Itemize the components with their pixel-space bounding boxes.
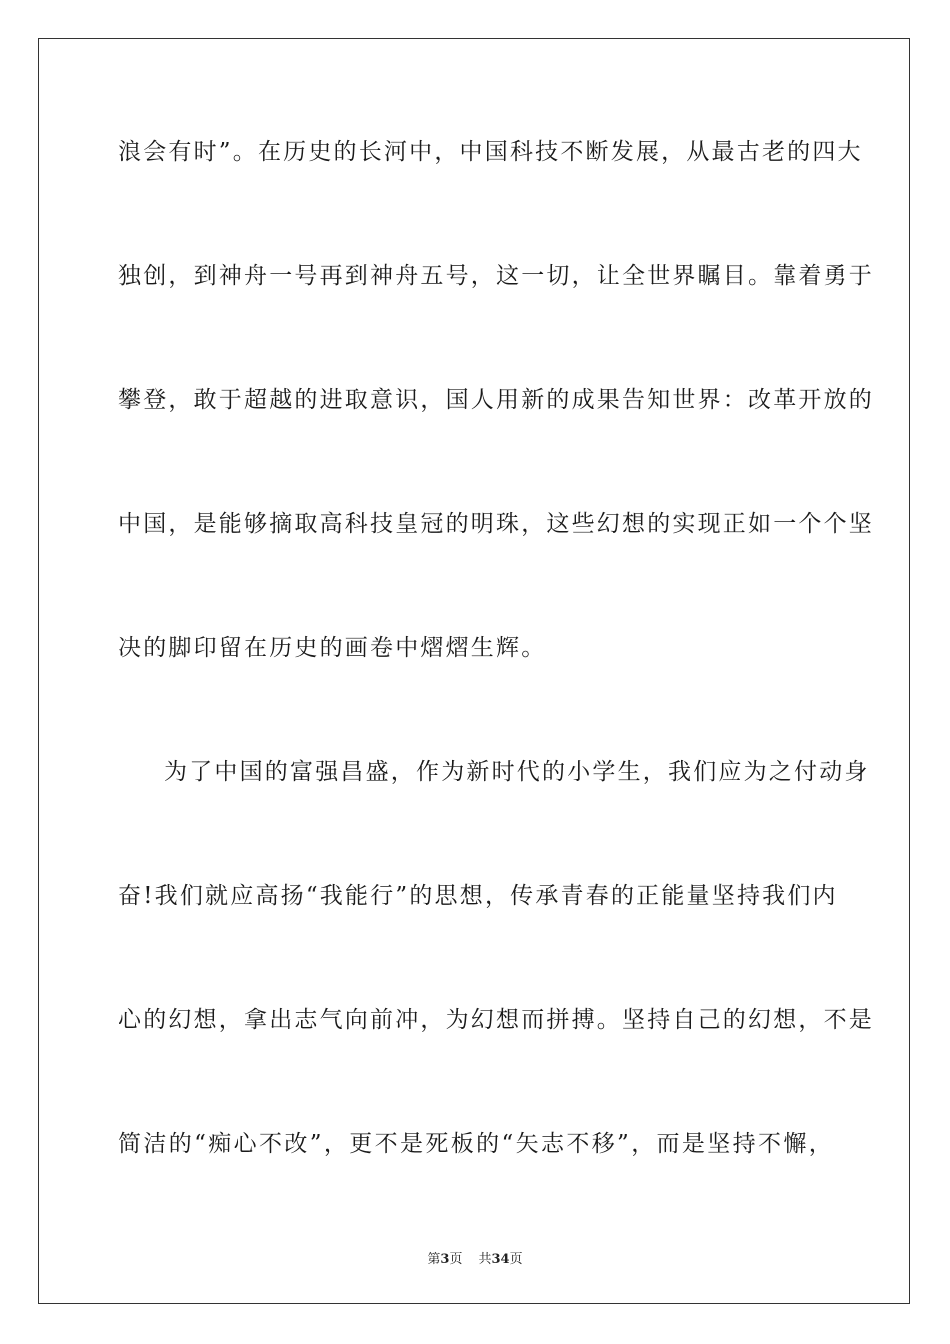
total-page-number: 34 <box>491 1252 510 1267</box>
page-footer <box>0 1248 950 1267</box>
total-suffix: 页 <box>509 1252 523 1267</box>
text-line: 简洁的“痴心不改”，更不是死板的“矢志不移”，而是坚持不懈， <box>118 1131 834 1157</box>
document-body <box>118 124 874 1240</box>
text-line: 奋!我们就应高扬“我能行”的思想，传承青春的正能量坚持我们内 <box>118 883 838 909</box>
total-prefix: 共 <box>478 1252 492 1267</box>
text-line: 浪会有时”。在历史的长河中，中国科技不断发展，从最古老的四大 <box>118 139 863 165</box>
page-prefix: 第 <box>427 1252 441 1267</box>
text-line: 为了中国的富强昌盛，作为新时代的小学生，我们应为之付动身 <box>164 759 870 785</box>
text-line: 中国，是能够摘取高科技皇冠的明珠，这些幻想的实现正如一个个坚 <box>118 511 874 537</box>
current-page-number: 3 <box>440 1252 450 1267</box>
page-suffix: 页 <box>449 1252 463 1267</box>
text-line: 独创，到神舟一号再到神舟五号，这一切，让全世界瞩目。靠着勇于 <box>118 263 874 289</box>
text-line: 决的脚印留在历史的画卷中熠熠生辉。 <box>118 635 547 661</box>
text-line: 攀登，敢于超越的进取意识，国人用新的成果告知世界：改革开放的 <box>118 387 874 413</box>
text-line: 心的幻想，拿出志气向前冲，为幻想而拼搏。坚持自己的幻想，不是 <box>118 1007 874 1033</box>
